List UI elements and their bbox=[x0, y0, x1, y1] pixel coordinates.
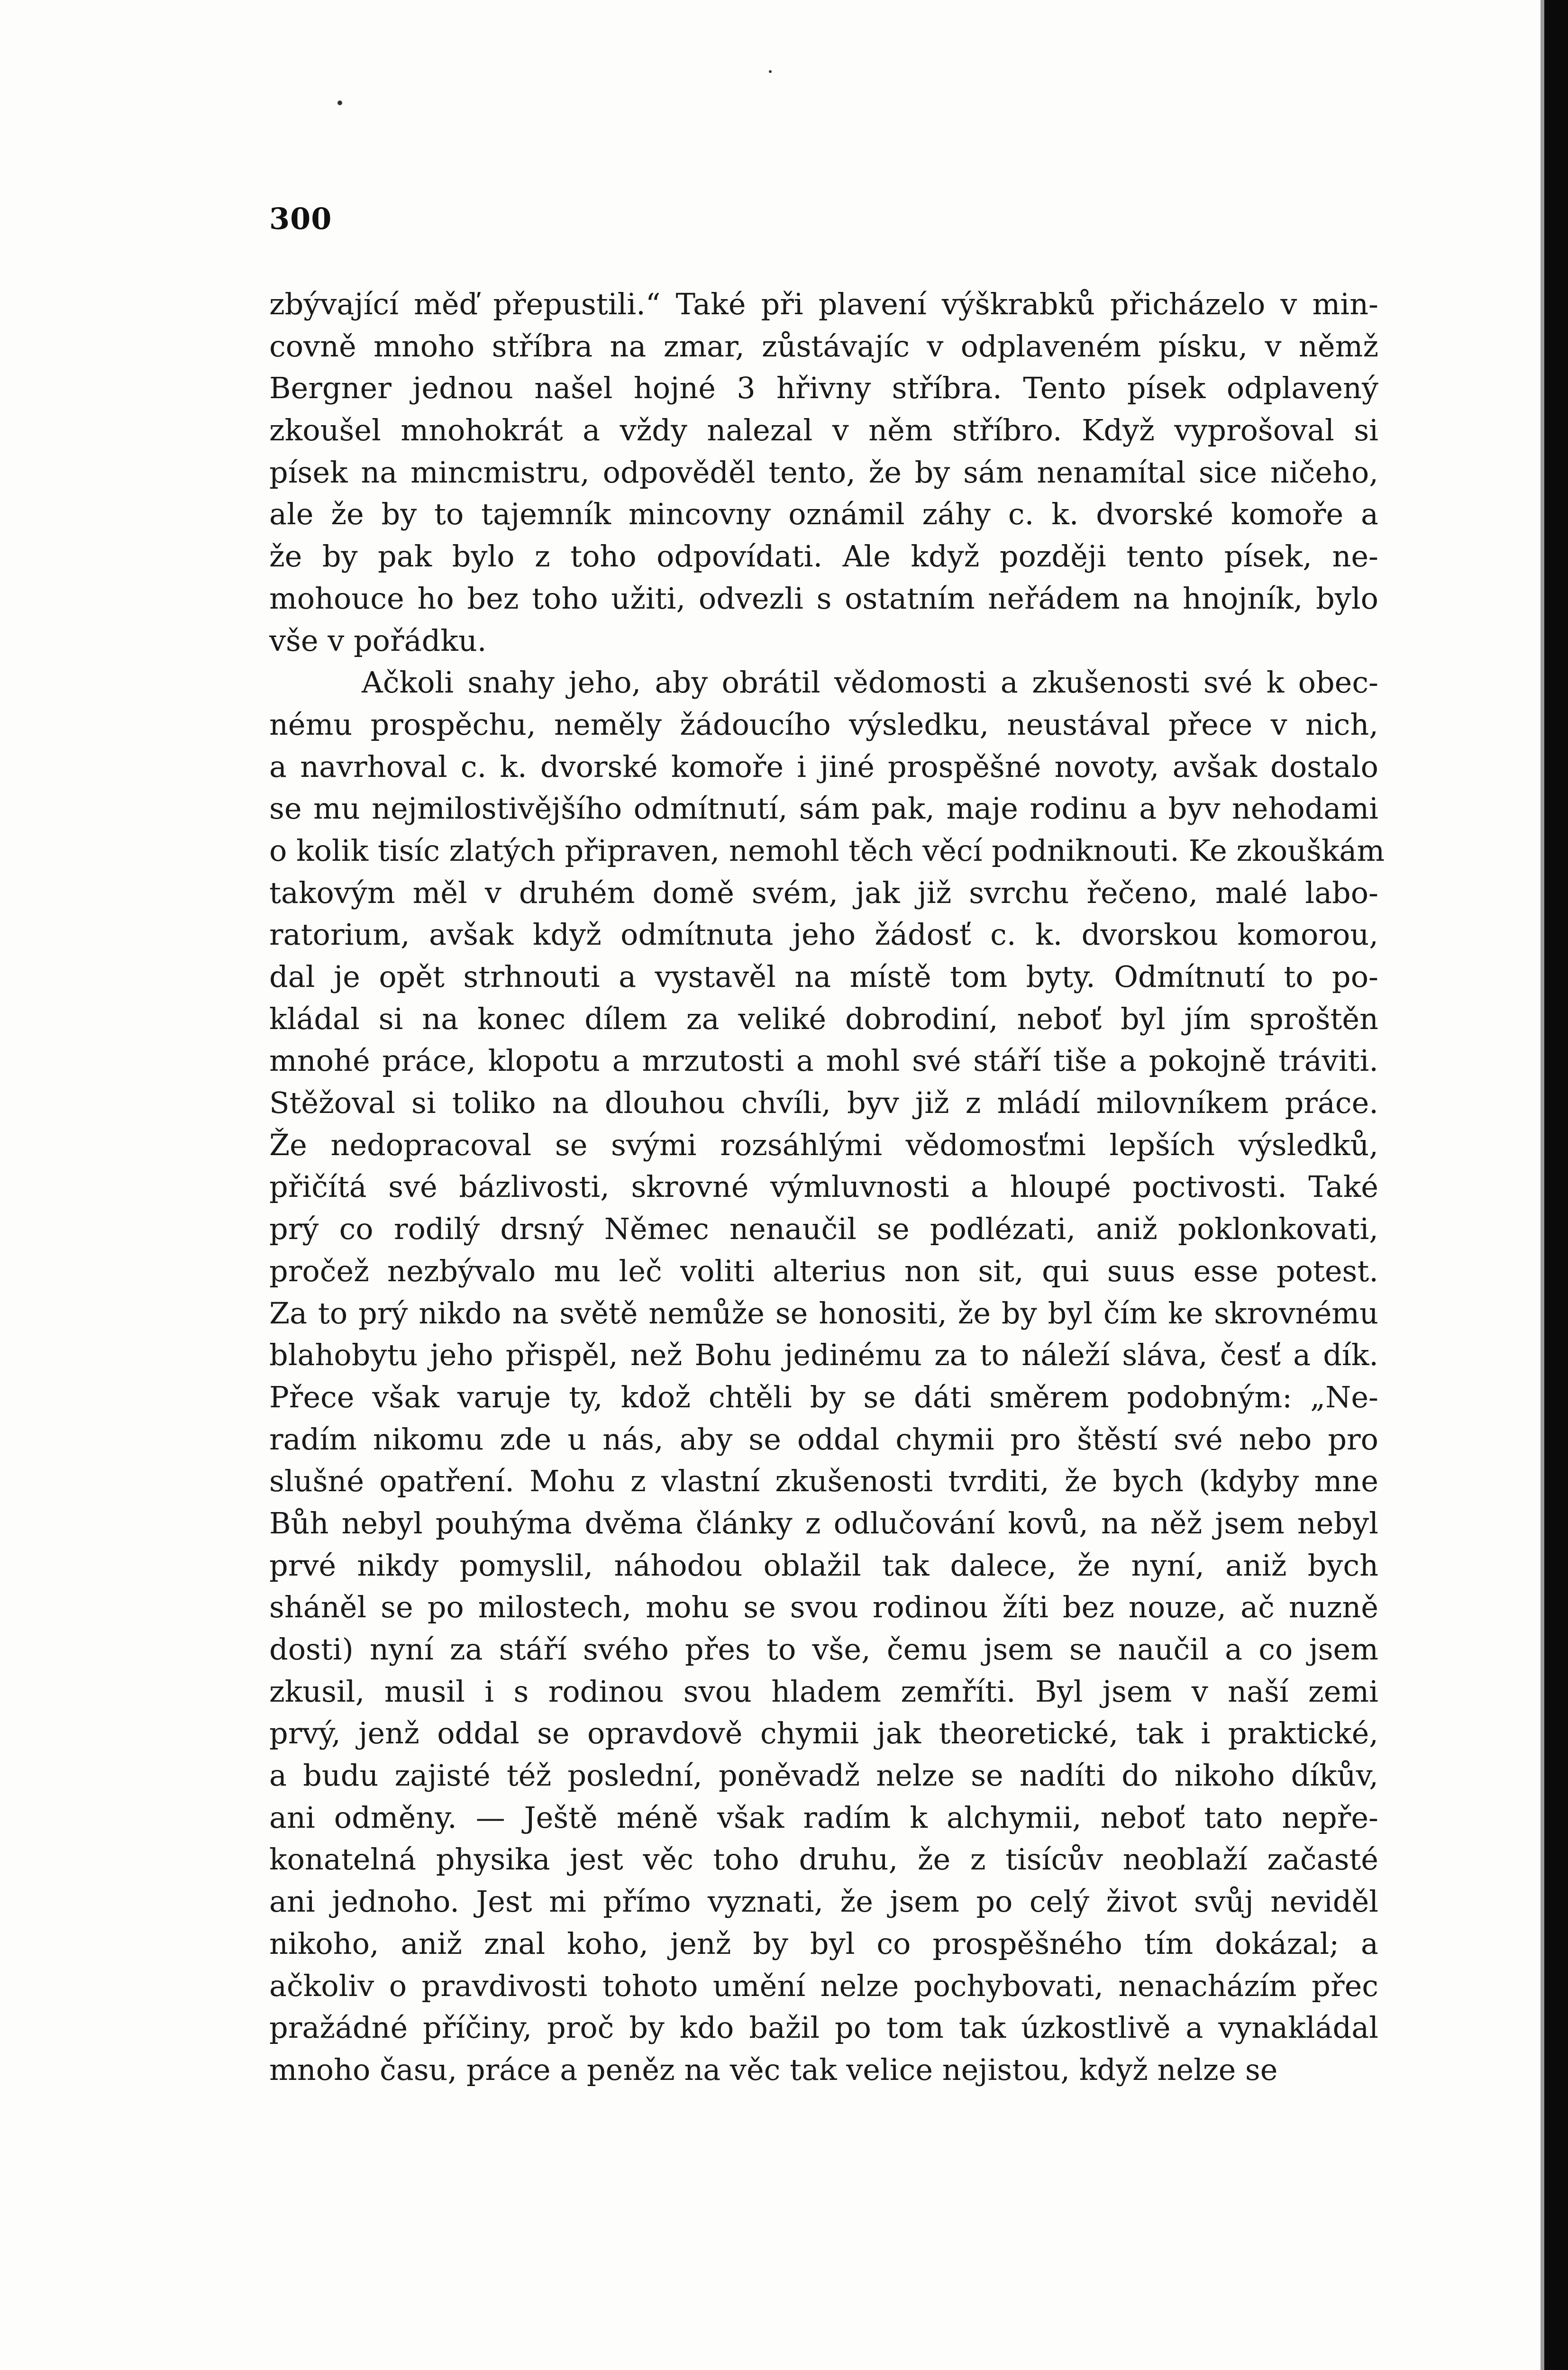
text-line: sháněl se po milostech, mohu se svou rodinou žíti bez nouze, ač nuzně bbox=[269, 1590, 1378, 1625]
text-line: ale že by to tajemník mincovny oznámil záhy c. k. dvorské komoře a bbox=[269, 497, 1378, 532]
text-line: prý co rodilý drsný Němec nenaučil se podlézati, aniž poklonkovati, bbox=[269, 1212, 1378, 1247]
text-line: o kolik tisíc zlatých připraven, nemohl těch věcí podniknouti. Ke zkouškám bbox=[269, 833, 1385, 868]
text-line: ani jednoho. Jest mi přímo vyznati, že jsem po celý život svůj neviděl bbox=[269, 1884, 1378, 1919]
text-line: zkoušel mnohokrát a vždy nalezal v něm stříbro. Když vyprošoval si bbox=[269, 413, 1378, 448]
text-line: Za to prý nikdo na světě nemůže se honositi, že by byl čím ke skrovnému bbox=[269, 1295, 1378, 1331]
text-line: nikoho, aniž znal koho, jenž by byl co prospěšného tím dokázal; a bbox=[269, 1926, 1378, 1961]
text-line: zbývající měď přepustili.“ Také při plavení výškrabků přicházelo v min- bbox=[269, 287, 1378, 321]
text-line: pražádné příčiny, proč by kdo bažil po tom tak úzkostlivě a vynakládal bbox=[269, 2010, 1378, 2045]
text-line: Ačkoli snahy jeho, aby obrátil vědomosti a zkušenosti své k obec- bbox=[362, 665, 1378, 700]
text-line: ratorium, avšak když odmítnuta jeho žádosť c. k. dvorskou komorou, bbox=[269, 917, 1378, 952]
text-line: a budu zajisté též poslední, poněvadž nelze se nadíti do nikoho díkův, bbox=[269, 1758, 1378, 1793]
text-line: vše v pořádku. bbox=[269, 623, 487, 658]
text-line: mnoho času, práce a peněz na věc tak velice nejistou, když nelze se bbox=[269, 2052, 1278, 2087]
text-line: dal je opět strhnouti a vystavěl na místě tom byty. Odmítnutí to po- bbox=[269, 959, 1378, 994]
text-line: přičítá své bázlivosti, skrovné výmluvnosti a hloupé poctivosti. Také bbox=[269, 1169, 1378, 1204]
text-line: ani odměny. — Ještě méně však radím k alchymii, neboť tato nepře- bbox=[269, 1800, 1378, 1835]
paragraph bbox=[269, 662, 1385, 2091]
page-edge-shadow bbox=[1541, 0, 1544, 2370]
text-line: covně mnoho stříbra na zmar, zůstávajíc v odplaveném písku, v němž bbox=[269, 328, 1378, 364]
text-line: slušné opatření. Mohu z vlastní zkušenosti tvrditi, že bych (kdyby mne bbox=[269, 1464, 1378, 1499]
text-line: ačkoliv o pravdivosti tohoto umění nelze pochybovati, nenacházím přec bbox=[269, 1968, 1378, 2003]
text-line: blahobytu jeho přispěl, než Bohu jedinému za to náleží sláva, česť a dík. bbox=[269, 1338, 1378, 1373]
text-line: Stěžoval si toliko na dlouhou chvíli, byv již z mládí milovníkem práce. bbox=[269, 1085, 1378, 1121]
text-line: konatelná physika jest věc toho druhu, že z tisícův neoblaží začasté bbox=[269, 1842, 1378, 1877]
scan-border bbox=[1544, 0, 1568, 2370]
text-line: dosti) nyní za stáří svého přes to vše, čemu jsem se naučil a co jsem bbox=[269, 1632, 1378, 1667]
text-line: Bergner jednou našel hojné 3 hřivny stříbra. Tento písek odplavený bbox=[269, 371, 1378, 406]
text-line: mohouce ho bez toho užiti, odvezli s ostatním neřádem na hnojník, bylo bbox=[269, 581, 1378, 616]
text-line: že by pak bylo z toho odpovídati. Ale když později tento písek, ne- bbox=[269, 539, 1378, 574]
page-number: 300 bbox=[269, 201, 332, 236]
page-text bbox=[269, 283, 1385, 2091]
scan-speck bbox=[337, 100, 342, 105]
text-line: mnohé práce, klopotu a mrzutosti a mohl své stáří tiše a pokojně tráviti. bbox=[269, 1043, 1378, 1078]
scan-speck bbox=[769, 70, 772, 73]
text-line: Bůh nebyl pouhýma dvěma články z odlučování kovů, na něž jsem nebyl bbox=[269, 1505, 1378, 1540]
text-line: prvé nikdy pomyslil, náhodou oblažil tak dalece, že nyní, aniž bych bbox=[269, 1548, 1378, 1583]
text-line: Přece však varuje ty, kdož chtěli by se dáti směrem podobným: „Ne- bbox=[269, 1379, 1378, 1414]
text-line: Že nedopracoval se svými rozsáhlými vědomosťmi lepších výsledků, bbox=[269, 1127, 1378, 1162]
paragraph bbox=[269, 283, 1378, 662]
text-line: zkusil, musil i s rodinou svou hladem zemříti. Byl jsem v naší zemi bbox=[269, 1674, 1378, 1709]
text-line: a navrhoval c. k. dvorské komoře i jiné prospěšné novoty, avšak dostalo bbox=[269, 749, 1378, 784]
text-line: pročež nezbývalo mu leč voliti alterius non sit, qui suus esse potest. bbox=[269, 1253, 1378, 1288]
text-line: takovým měl v druhém domě svém, jak již svrchu řečeno, malé labo- bbox=[269, 875, 1378, 910]
text-line: písek na mincmistru, odpověděl tento, že by sám nenamítal sice ničeho, bbox=[269, 455, 1378, 490]
text-line: prvý, jenž oddal se opravdově chymii jak theoretické, tak i praktické, bbox=[269, 1716, 1378, 1751]
text-line: se mu nejmilostivějšího odmítnutí, sám pak, maje rodinu a byv nehodami bbox=[269, 791, 1378, 826]
text-line: radím nikomu zde u nás, aby se oddal chymii pro štěstí své nebo pro bbox=[269, 1422, 1378, 1457]
text-line: nému prospěchu, neměly žádoucího výsledku, neustával přece v nich, bbox=[269, 707, 1378, 742]
text-line: kládal si na konec dílem za veliké dobrodiní, neboť byl jím sproštěn bbox=[269, 1001, 1378, 1036]
